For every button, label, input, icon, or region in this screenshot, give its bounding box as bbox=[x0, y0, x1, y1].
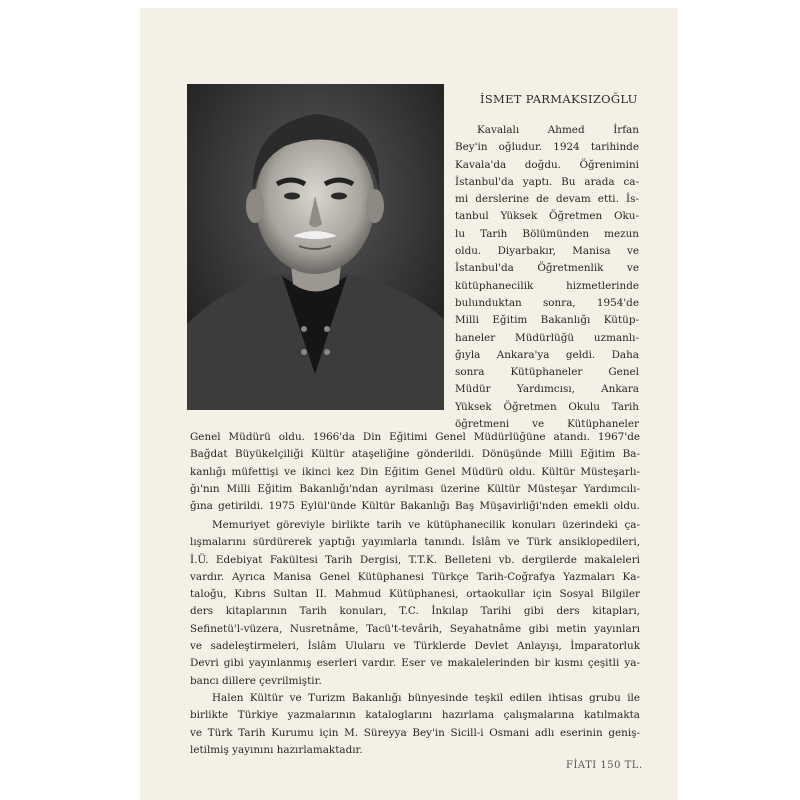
author-portrait-photo bbox=[187, 84, 444, 410]
portrait-image bbox=[187, 84, 444, 410]
text-line: kanlığı müfettişi ve ikinci kez Din Eğitim Genel Müdürü oldu. Kültür Müsteşarlı- bbox=[190, 465, 640, 478]
text-line: ve sadeleştirmeleri, İslâm Ulularıı ve Türklerde Devlet Anlayışı, İmparatorluk bbox=[190, 640, 640, 653]
text-line: birlikte Türkiye yazmalarının kataloglarını hazırlama çalışmalarına katılmakta bbox=[190, 709, 640, 722]
text-line: sonra Kütüphaneler Genel bbox=[455, 366, 639, 379]
text-line: ğı'nın Milli Eğitim Bakanlığı'ndan ayrılması üzerine Kültür Müsteşar Yardımcılı- bbox=[190, 482, 640, 495]
text-line: Halen Kültür ve Turizm Bakanlığı bünyesinde teşkil edilen ihtisas grubu ile bbox=[212, 692, 640, 704]
text-line: bancı dillere çevrilmiştir. bbox=[190, 674, 322, 687]
text-line: oldu. Diyarbakır, Manisa ve bbox=[455, 245, 639, 258]
text-line: haneler Müdürlüğü uzmanlı- bbox=[455, 331, 639, 344]
text-line: vardır. Ayrıca Manisa Genel Kütüphanesi Türkçe Tarih-Coğrafya Yazmaları Ka- bbox=[190, 570, 640, 583]
text-line: ğına getirildi. 1975 Eylül'ünde Kültür Bakanlığı Baş Müşavirliği'nden emekli oldu. bbox=[190, 500, 640, 513]
text-line: lışmalarını sürdürerek yaptığı yayımlarla tanındı. İslâm ve Türk ansiklopedileri, bbox=[190, 536, 640, 549]
text-line: bulunduktan sonra, 1954'de bbox=[455, 296, 639, 309]
text-line: Yüksek Öğretmen Okulu Tarih bbox=[455, 400, 639, 413]
text-line: Bağdat Büyükelçiliği Kültür ataşeliğine gönderildi. Dönüşünde Milli Eğitim Ba- bbox=[190, 448, 640, 461]
text-line: Devri gibi yayınlanmış eserleri vardır. Eser ve makalelerinden bir kısmı çeşitli ya- bbox=[190, 657, 640, 670]
paragraph-3 bbox=[190, 690, 640, 759]
text-line: öğretmeni ve Kütüphaneler bbox=[455, 418, 639, 431]
text-line: ders kitaplarının Tarih konuları, T.C. İnkılap Tarihi gibi ders kitapları, bbox=[190, 605, 640, 618]
paragraph-1-continued bbox=[190, 429, 640, 515]
text-line: lu Tarih Bölümünden mezun bbox=[455, 227, 639, 240]
text-line: letilmiş yayınını hazırlamaktadır. bbox=[190, 743, 363, 756]
text-line: Memuriyet göreviyle birlikte tarih ve kütüphanecilik konuları üzerindeki ça- bbox=[212, 519, 640, 531]
text-line: ğıyla Ankara'ya geldi. Daha bbox=[455, 348, 639, 361]
price-label: FİATI 150 TL. bbox=[566, 760, 643, 771]
text-line: Kavala'da doğdu. Öğrenimini bbox=[455, 158, 639, 171]
text-line: Milli Eğitim Bakanlığı Kütüp- bbox=[455, 314, 639, 327]
text-line: tanbul Yüksek Öğretmen Oku- bbox=[455, 210, 639, 223]
text-line: kütüphanecilik hizmetlerinde bbox=[455, 279, 639, 292]
text-line: Genel Müdürü oldu. 1966'da Din Eğitimi Genel Müdürlüğüne atandı. 1967'de bbox=[190, 431, 640, 443]
text-line: Sefinetü'l-vüzera, Nusretnâme, Tacü't-tevârih, Seyahatnâme gibi metin yayınları bbox=[190, 622, 640, 635]
text-line: Kavalalı Ahmed İrfan bbox=[477, 124, 639, 136]
text-line: taloğu, Kıbrıs Sultan II. Mahmud Kütüphanesi, ortaokullar için Sosyal Bilgiler bbox=[190, 588, 640, 601]
text-line: Bey'in oğludur. 1924 tarihinde bbox=[455, 141, 639, 154]
text-line: ve Türk Tarih Kurumu için M. Süreyya Bey'in Sicill-i Osmani adlı eserinin geniş- bbox=[190, 726, 640, 739]
paragraph-1-beside-photo bbox=[455, 122, 639, 433]
paragraph-2 bbox=[190, 517, 640, 690]
author-name-heading: İSMET PARMAKSIZOĞLU bbox=[480, 92, 638, 106]
text-line: İstanbul'da yaptı. Bu arada ca- bbox=[455, 175, 639, 188]
text-line: Müdür Yardımcısı, Ankara bbox=[455, 383, 639, 396]
text-line: mi derslerine de devam etti. İs- bbox=[455, 193, 639, 206]
text-line: İ.Ü. Edebiyat Fakültesi Tarih Dergisi, T.T.K. Belleteni vb. dergilerde makaleleri bbox=[190, 553, 640, 566]
text-line: İstanbul'da Öğretmenlik ve bbox=[455, 262, 639, 275]
